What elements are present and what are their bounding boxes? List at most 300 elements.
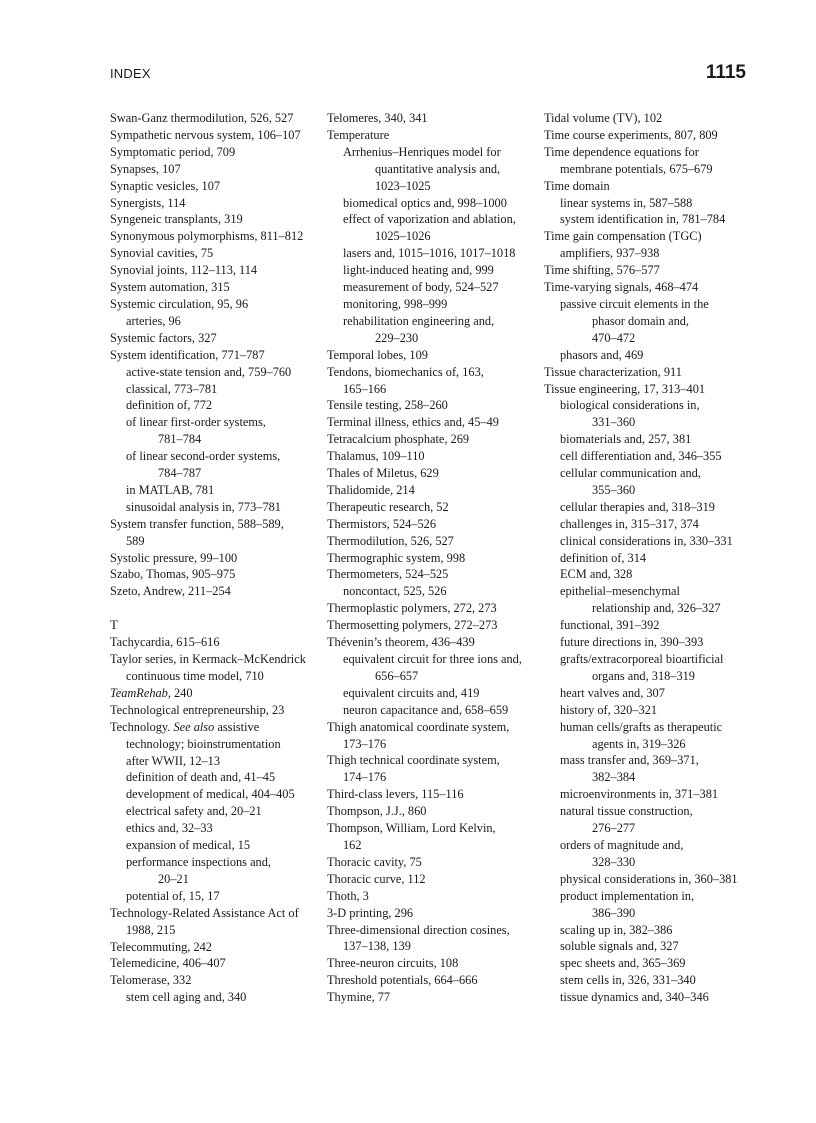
entry-text: phasor domain and, — [592, 313, 690, 328]
entry-text: heart valves and, 307 — [560, 685, 665, 700]
entry-text: Terminal illness, ethics and, 45–49 — [327, 415, 499, 430]
entry-text: Time domain — [544, 178, 610, 193]
entry-text: Systemic factors, 327 — [110, 330, 217, 345]
entry-text: biological considerations in, — [560, 398, 700, 413]
index-subentry — [110, 803, 322, 820]
entry-text: cellular communication and, — [560, 466, 701, 481]
entry-text: 656–657 — [375, 668, 419, 683]
index-subentry — [544, 786, 756, 803]
entry-text: orders of magnitude and, — [560, 837, 684, 852]
entry-text: Three-neuron circuits, 108 — [327, 956, 459, 971]
index-entry — [110, 228, 322, 245]
entry-text: equivalent circuits and, 419 — [343, 685, 480, 700]
index-entry — [327, 550, 539, 567]
index-subentry — [544, 330, 756, 347]
entry-text: 331–360 — [592, 415, 636, 430]
entry-text: organs and, 318–319 — [592, 668, 695, 683]
index-column-2 — [327, 110, 539, 1006]
entry-text: 1025–1026 — [375, 229, 431, 244]
entry-text: neuron capacitance and, 658–659 — [343, 702, 509, 717]
entry-text: effect of vaporization and ablation, — [343, 212, 516, 227]
entry-text: Technology. — [110, 719, 171, 734]
entry-text: 165–166 — [343, 381, 387, 396]
entry-text: Tissue characterization, 911 — [544, 364, 682, 379]
index-subentry — [544, 566, 756, 583]
index-subentry — [327, 296, 539, 313]
entry-text: Szeto, Andrew, 211–254 — [110, 584, 231, 599]
index-subentry — [110, 753, 322, 770]
index-subentry — [327, 651, 539, 668]
entry-text: membrane potentials, 675–679 — [560, 161, 713, 176]
entry-text: Synovial cavities, 75 — [110, 246, 214, 261]
index-entry — [110, 939, 322, 956]
index-entry — [327, 854, 539, 871]
index-subentry — [544, 397, 756, 414]
index-subentry — [544, 161, 756, 178]
entry-text: epithelial–mesenchymal — [560, 584, 680, 599]
entry-text: biomaterials and, 257, 381 — [560, 432, 692, 447]
index-subentry — [110, 736, 322, 753]
entry-text: Time-varying signals, 468–474 — [544, 280, 699, 295]
index-entry — [327, 516, 539, 533]
entry-text: T — [110, 617, 118, 633]
index-entry — [327, 905, 539, 922]
entry-text: biomedical optics and, 998–1000 — [343, 195, 507, 210]
index-subentry — [327, 144, 539, 161]
index-subentry — [544, 685, 756, 702]
index-entry — [110, 110, 322, 127]
entry-text: tissue dynamics and, 340–346 — [560, 990, 709, 1005]
entry-text: of linear first-order systems, — [126, 415, 266, 430]
index-entry — [110, 719, 322, 736]
entry-text: Thoth, 3 — [327, 888, 369, 903]
index-entry — [327, 752, 539, 769]
index-subentry — [110, 820, 322, 837]
entry-text: potential of, 15, 17 — [126, 888, 220, 903]
entry-text: future directions in, 390–393 — [560, 635, 704, 650]
index-entry — [327, 803, 539, 820]
entry-text: performance inspections and, — [126, 854, 271, 869]
index-subentry — [544, 431, 756, 448]
entry-text: system identification in, 781–784 — [560, 212, 726, 227]
entry-tail: 240 — [170, 685, 193, 700]
entry-text: Syngeneic transplants, 319 — [110, 212, 243, 227]
index-subentry — [544, 550, 756, 567]
entry-text: product implementation in, — [560, 888, 695, 903]
index-entry — [110, 651, 322, 668]
index-subentry — [544, 702, 756, 719]
index-subentry — [544, 634, 756, 651]
index-subentry — [327, 262, 539, 279]
entry-text: Tendons, biomechanics of, 163, — [327, 364, 484, 379]
entry-text: human cells/grafts as therapeutic — [560, 719, 723, 734]
entry-text: grafts/extracorporeal bioartificial — [560, 652, 724, 666]
index-subentry — [544, 922, 756, 939]
index-subentry — [327, 837, 539, 854]
entry-text: definition of, 772 — [126, 398, 213, 413]
entry-text: soluble signals and, 327 — [560, 939, 679, 954]
entry-text: Thermoplastic polymers, 272, 273 — [327, 601, 497, 616]
entry-text: 162 — [343, 837, 362, 852]
entry-text: Thermographic system, 998 — [327, 550, 466, 565]
entry-text: Thévenin’s theorem, 436–439 — [327, 635, 475, 650]
entry-text: Sympathetic nervous system, 106–107 — [110, 127, 301, 142]
index-entry — [327, 972, 539, 989]
index-subentry — [544, 972, 756, 989]
index-subentry — [544, 938, 756, 955]
index-subentry — [544, 769, 756, 786]
index-subentry — [110, 769, 322, 786]
page-number: 1115 — [705, 62, 746, 83]
index-entry — [327, 955, 539, 972]
index-entry — [110, 262, 322, 279]
entry-text: continuous time model, 710 — [126, 669, 264, 683]
entry-text: Systolic pressure, 99–100 — [110, 550, 238, 565]
index-entry — [110, 178, 322, 195]
index-subentry — [110, 313, 322, 330]
index-subentry — [327, 228, 539, 245]
entry-text: Thompson, William, Lord Kelvin, — [327, 821, 496, 836]
entry-text: Time dependence equations for — [544, 144, 699, 159]
entry-text: lasers and, 1015–1016, 1017–1018 — [343, 246, 516, 261]
index-subentry — [110, 381, 322, 398]
entry-text: Szabo, Thomas, 905–975 — [110, 567, 236, 582]
entry-text: Telecommuting, 242 — [110, 939, 212, 954]
index-subentry — [544, 211, 756, 228]
index-entry — [110, 685, 322, 702]
index-entry — [110, 144, 322, 161]
index-entry — [110, 127, 322, 144]
entry-text: Synaptic vesicles, 107 — [110, 178, 221, 193]
entry-text: 589 — [126, 533, 145, 548]
entry-text: Taylor series, in Kermack–McKendrick — [110, 652, 306, 667]
entry-text: rehabilitation engineering and, — [343, 313, 495, 328]
index-subentry — [544, 347, 756, 364]
index-subentry — [110, 989, 322, 1006]
entry-text: monitoring, 998–999 — [343, 296, 448, 311]
entry-text: Tetracalcium phosphate, 269 — [327, 432, 470, 447]
index-entry — [327, 431, 539, 448]
entry-text: Technological entrepreneurship, 23 — [110, 702, 285, 717]
entry-text: Time course experiments, 807, 809 — [544, 127, 718, 142]
entry-text: Symptomatic period, 709 — [110, 144, 236, 159]
index-subentry — [110, 499, 322, 516]
index-subentry — [544, 617, 756, 634]
entry-text: Thermometers, 524–525 — [327, 567, 449, 582]
entry-text: Thalidomide, 214 — [327, 482, 415, 497]
entry-text: Thompson, J.J., 860 — [327, 804, 427, 819]
index-entry — [327, 820, 539, 837]
index-entry — [110, 583, 322, 600]
index-entry — [544, 110, 756, 127]
index-subentry — [327, 245, 539, 262]
index-subentry — [544, 482, 756, 499]
index-subentry — [327, 195, 539, 212]
entry-text: System identification, 771–787 — [110, 347, 265, 362]
entry-text: agents in, 319–326 — [592, 736, 686, 751]
entry-text: in MATLAB, 781 — [126, 482, 215, 497]
see-also-reference: See also — [173, 719, 215, 734]
entry-text: definition of death and, 41–45 — [126, 770, 276, 785]
entry-text: Systemic circulation, 95, 96 — [110, 296, 249, 311]
entry-text: Three-dimensional direction cosines, — [327, 922, 510, 937]
index-subentry — [327, 161, 539, 178]
index-entry — [327, 482, 539, 499]
entry-text: passive circuit elements in the — [560, 296, 709, 311]
index-entry — [544, 178, 756, 195]
entry-text: ethics and, 32–33 — [126, 821, 213, 836]
entry-text: System automation, 315 — [110, 280, 230, 295]
entry-text: Threshold potentials, 664–666 — [327, 973, 478, 988]
entry-text: ECM and, 328 — [560, 567, 633, 582]
entry-text: Thymine, 77 — [327, 990, 391, 1005]
entry-text: sinusoidal analysis in, 773–781 — [126, 499, 281, 514]
entry-text: microenvironments in, 371–381 — [560, 787, 719, 802]
entry-text: definition of, 314 — [560, 550, 647, 565]
entry-text: development of medical, 404–405 — [126, 787, 295, 802]
index-entry — [544, 279, 756, 296]
index-subentry — [327, 938, 539, 955]
index-entry — [110, 702, 322, 719]
index-subentry — [544, 465, 756, 482]
index-entry — [327, 364, 539, 381]
entry-text: clinical considerations in, 330–331 — [560, 533, 733, 548]
index-subentry — [110, 364, 322, 381]
entry-text: Telomeres, 340, 341 — [327, 111, 428, 125]
index-entry — [327, 600, 539, 617]
entry-text: of linear second-order systems, — [126, 449, 281, 464]
entry-tail: assistive — [214, 719, 260, 734]
entry-text: stem cells in, 326, 331–340 — [560, 973, 696, 988]
section-spacer — [110, 600, 322, 617]
entry-text: Technology-Related Assistance Act of — [110, 905, 299, 920]
index-subentry — [544, 499, 756, 516]
index-subentry — [544, 313, 756, 330]
index-entry — [327, 397, 539, 414]
entry-text: System transfer function, 588–589, — [110, 516, 284, 531]
index-subentry — [544, 719, 756, 736]
entry-text: noncontact, 525, 526 — [343, 584, 447, 599]
index-entry — [544, 262, 756, 279]
entry-text: Therapeutic research, 52 — [327, 499, 449, 514]
entry-text: after WWII, 12–13 — [126, 753, 221, 768]
entry-text: Thermosetting polymers, 272–273 — [327, 618, 498, 633]
index-subentry — [544, 837, 756, 854]
entry-text: 137–138, 139 — [343, 939, 411, 954]
entry-text: TeamRehab, — [110, 685, 171, 700]
index-subentry — [544, 854, 756, 871]
index-entry — [544, 127, 756, 144]
entry-text: 386–390 — [592, 905, 636, 920]
entry-text: arteries, 96 — [126, 313, 181, 328]
index-entry — [544, 228, 756, 245]
index-entry — [110, 195, 322, 212]
entry-text: phasors and, 469 — [560, 347, 644, 362]
entry-text: Temperature — [327, 127, 390, 142]
index-subentry — [327, 211, 539, 228]
index-subentry — [327, 313, 539, 330]
index-subentry — [327, 178, 539, 195]
index-entry — [327, 414, 539, 431]
index-column-1 — [110, 110, 322, 1006]
entry-text: 784–787 — [158, 466, 202, 481]
running-head: INDEX — [110, 66, 151, 81]
entry-text: 20–21 — [158, 871, 189, 886]
entry-text: measurement of body, 524–527 — [343, 280, 499, 295]
index-entry — [327, 127, 539, 144]
entry-text: 1023–1025 — [375, 178, 431, 193]
index-entry — [327, 448, 539, 465]
entry-text: Time shifting, 576–577 — [544, 263, 660, 278]
index-entry — [327, 533, 539, 550]
index-subentry — [110, 482, 322, 499]
index-subentry — [327, 381, 539, 398]
index-subentry — [110, 465, 322, 482]
entry-text: Tissue engineering, 17, 313–401 — [544, 381, 706, 396]
index-entry — [110, 296, 322, 313]
index-entry — [327, 989, 539, 1006]
entry-text: cell differentiation and, 346–355 — [560, 449, 722, 464]
entry-text: 355–360 — [592, 482, 636, 497]
index-subentry — [544, 583, 756, 600]
index-subentry — [110, 448, 322, 465]
entry-text: classical, 773–781 — [126, 381, 218, 396]
index-subentry — [544, 448, 756, 465]
entry-text: 173–176 — [343, 736, 387, 751]
entry-text: natural tissue construction, — [560, 804, 693, 819]
entry-text: Thigh anatomical coordinate system, — [327, 719, 510, 734]
index-entry — [327, 465, 539, 482]
index-subentry — [544, 651, 756, 668]
index-entry — [327, 110, 539, 127]
index-entry — [110, 566, 322, 583]
index-entry — [327, 566, 539, 583]
index-entry — [110, 211, 322, 228]
index-subentry — [327, 769, 539, 786]
entry-text: 781–784 — [158, 432, 202, 447]
index-subentry — [544, 820, 756, 837]
index-entry — [327, 347, 539, 364]
index-entry — [327, 634, 539, 651]
index-subentry — [544, 955, 756, 972]
entry-text: Thalamus, 109–110 — [327, 449, 425, 464]
entry-text: 1988, 215 — [126, 922, 176, 937]
index-subentry — [544, 245, 756, 262]
entry-text: Telemedicine, 406–407 — [110, 956, 226, 971]
entry-text: Tachycardia, 615–616 — [110, 635, 220, 650]
index-subentry — [110, 533, 322, 550]
entry-text: Thales of Miletus, 629 — [327, 466, 439, 481]
entry-text: Thoracic curve, 112 — [327, 871, 426, 886]
entry-text: Thermodilution, 526, 527 — [327, 533, 454, 548]
index-entry — [110, 634, 322, 651]
index-entry — [327, 499, 539, 516]
entry-text: 470–472 — [592, 330, 636, 345]
index-subentry — [544, 888, 756, 905]
index-subentry — [110, 414, 322, 431]
entry-text: Synapses, 107 — [110, 161, 181, 176]
index-subentry — [544, 414, 756, 431]
entry-text: equivalent circuit for three ions and, — [343, 652, 522, 666]
index-subentry — [327, 685, 539, 702]
entry-text: challenges in, 315–317, 374 — [560, 516, 699, 531]
entry-text: linear systems in, 587–588 — [560, 195, 693, 210]
index-entry — [110, 972, 322, 989]
entry-text: Telomerase, 332 — [110, 973, 192, 988]
index-entry — [327, 871, 539, 888]
index-entry — [110, 245, 322, 262]
entry-text: Synovial joints, 112–113, 114 — [110, 263, 258, 278]
index-subentry — [327, 583, 539, 600]
index-entry — [110, 905, 322, 922]
entry-text: 328–330 — [592, 854, 636, 869]
entry-text: stem cell aging and, 340 — [126, 990, 247, 1005]
index-entry — [110, 330, 322, 347]
entry-text: Temporal lobes, 109 — [327, 347, 428, 362]
entry-text: light-induced heating and, 999 — [343, 263, 494, 278]
index-entry — [110, 279, 322, 296]
section-letter-heading — [110, 617, 322, 634]
entry-text: Time gain compensation (TGC) — [544, 229, 702, 244]
index-entry — [544, 381, 756, 398]
index-subentry — [110, 888, 322, 905]
entry-text: spec sheets and, 365–369 — [560, 956, 686, 971]
index-entry — [327, 922, 539, 939]
index-entry — [327, 719, 539, 736]
index-entry — [110, 955, 322, 972]
index-subentry — [327, 736, 539, 753]
index-entry — [327, 888, 539, 905]
index-subentry — [110, 854, 322, 871]
index-subentry — [327, 702, 539, 719]
entry-text: physical considerations in, 360–381 — [560, 871, 738, 886]
entry-text: 174–176 — [343, 770, 387, 785]
entry-text: active-state tension and, 759–760 — [126, 364, 292, 379]
entry-text: history of, 320–321 — [560, 702, 658, 717]
index-subentry — [110, 397, 322, 414]
index-subentry — [327, 279, 539, 296]
entry-text: amplifiers, 937–938 — [560, 246, 660, 261]
entry-text: Arrhenius–Henriques model for — [343, 144, 501, 159]
entry-text: Swan-Ganz thermodilution, 526, 527 — [110, 111, 294, 125]
index-subentry — [544, 905, 756, 922]
index-subentry — [544, 736, 756, 753]
entry-text: Synergists, 114 — [110, 195, 186, 210]
entry-text: Thermistors, 524–526 — [327, 516, 437, 531]
entry-text: scaling up in, 382–386 — [560, 922, 673, 937]
index-subentry — [110, 871, 322, 888]
index-entry — [110, 161, 322, 178]
index-subentry — [544, 668, 756, 685]
index-subentry — [110, 837, 322, 854]
index-subentry — [544, 871, 756, 888]
entry-text: electrical safety and, 20–21 — [126, 804, 262, 819]
index-entry — [110, 347, 322, 364]
entry-text: cellular therapies and, 318–319 — [560, 499, 715, 514]
index-subentry — [544, 533, 756, 550]
entry-text: 3-D printing, 296 — [327, 905, 414, 920]
entry-text: 382–384 — [592, 770, 636, 785]
index-entry — [110, 550, 322, 567]
index-subentry — [110, 668, 322, 685]
index-subentry — [544, 989, 756, 1006]
index-column-3 — [544, 110, 756, 1006]
entry-text: 276–277 — [592, 821, 636, 836]
index-subentry — [544, 516, 756, 533]
index-entry — [544, 144, 756, 161]
index-entry — [544, 364, 756, 381]
index-subentry — [110, 922, 322, 939]
